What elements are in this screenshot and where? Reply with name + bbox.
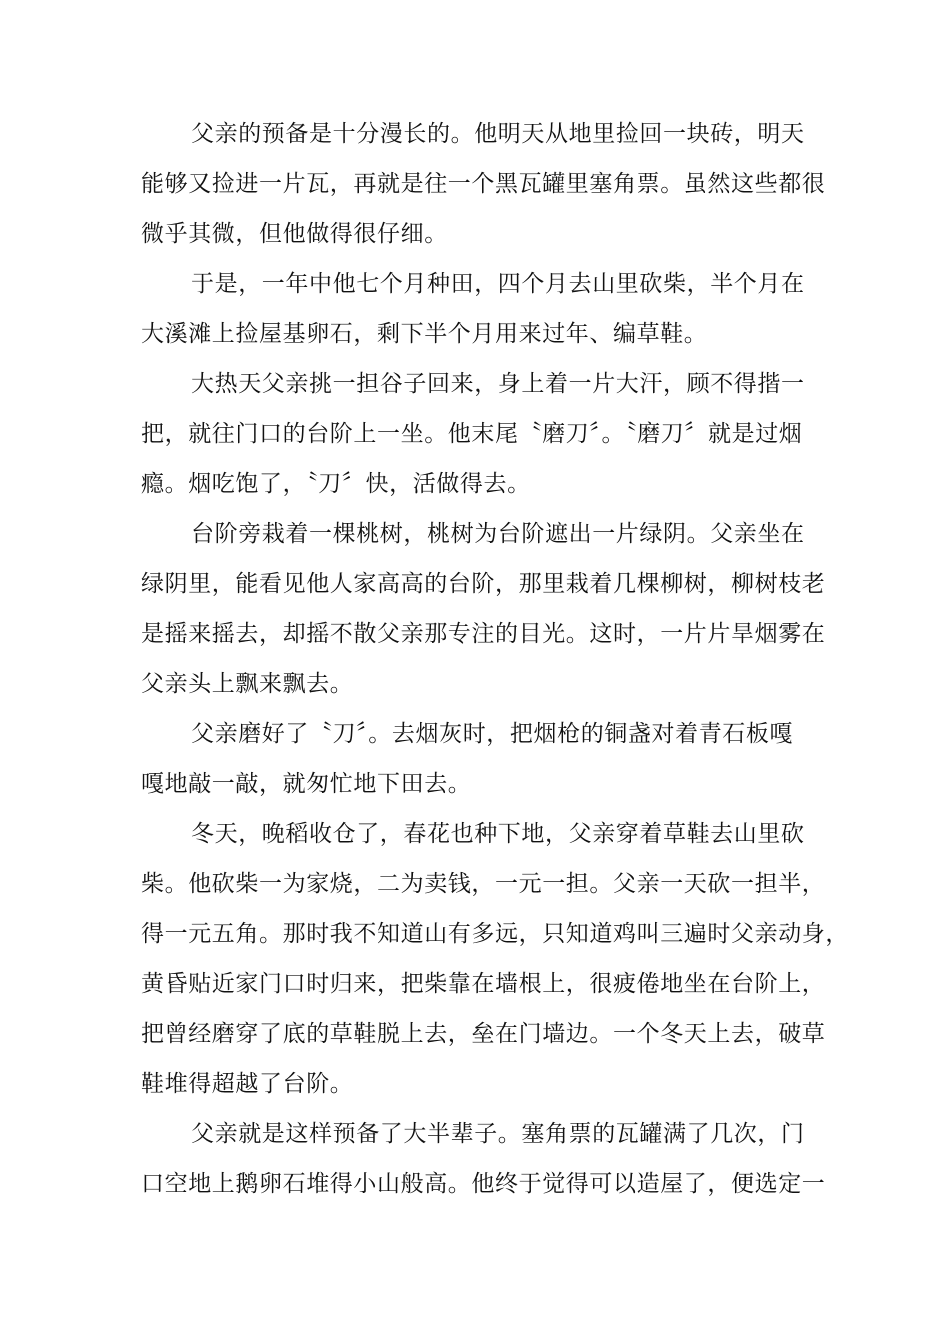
text-line: 微乎其微，但他做得很仔细。 [141, 221, 448, 247]
text-line: 大热天父亲挑一担谷子回来，身上着一片大汗，顾不得揩一 [191, 371, 805, 397]
text-line: 于是，一年中他七个月种田，四个月去山里砍柴，半个月在 [191, 271, 805, 297]
text-line: 父亲的预备是十分漫长的。他明天从地里捡回一块砖，明天 [191, 121, 805, 147]
text-line: 是摇来摇去，却摇不散父亲那专注的目光。这时，一片片旱烟雾在 [141, 621, 826, 647]
text-line: 父亲头上飘来飘去。 [141, 671, 354, 697]
text-line: 父亲就是这样预备了大半辈子。塞角票的瓦罐满了几次，门 [191, 1121, 805, 1147]
text-line: 绿阴里，能看见他人家高高的台阶，那里栽着几棵柳树，柳树枝老 [141, 571, 826, 597]
text-line: 父亲磨好了〝刀〞。去烟灰时，把烟枪的铜盏对着青石板嘎 [191, 721, 794, 747]
text-line: 瘾。烟吃饱了，〝刀〞快，活做得去。 [141, 471, 531, 497]
text-line: 嘎地敲一敲，就匆忙地下田去。 [141, 771, 472, 797]
text-line: 把曾经磨穿了底的草鞋脱上去，垒在门墙边。一个冬天上去，破草 [141, 1021, 826, 1047]
text-line: 冬天，晚稻收仓了，春花也种下地，父亲穿着草鞋去山里砍 [191, 821, 805, 847]
text-line: 能够又捡进一片瓦，再就是往一个黑瓦罐里塞角票。虽然这些都很 [141, 171, 826, 197]
text-line: 大溪滩上捡屋基卵石，剩下半个月用来过年、编草鞋。 [141, 321, 708, 347]
text-line: 口空地上鹅卵石堆得小山般高。他终于觉得可以造屋了，便选定一 [141, 1171, 826, 1197]
text-line: 台阶旁栽着一棵桃树，桃树为台阶遮出一片绿阴。父亲坐在 [191, 521, 805, 547]
text-line: 黄昏贴近家门口时归来，把柴靠在墙根上，很疲倦地坐在台阶上， [141, 971, 826, 997]
text-line: 把，就往门口的台阶上一坐。他末尾〝磨刀〞。〝磨刀〞就是过烟 [141, 421, 803, 447]
text-line: 得一元五角。那时我不知道山有多远，只知道鸡叫三遍时父亲动身， [141, 921, 849, 947]
text-line: 鞋堆得超越了台阶。 [141, 1071, 354, 1097]
text-line: 柴。他砍柴一为家烧，二为卖钱，一元一担。父亲一天砍一担半， [141, 871, 826, 897]
